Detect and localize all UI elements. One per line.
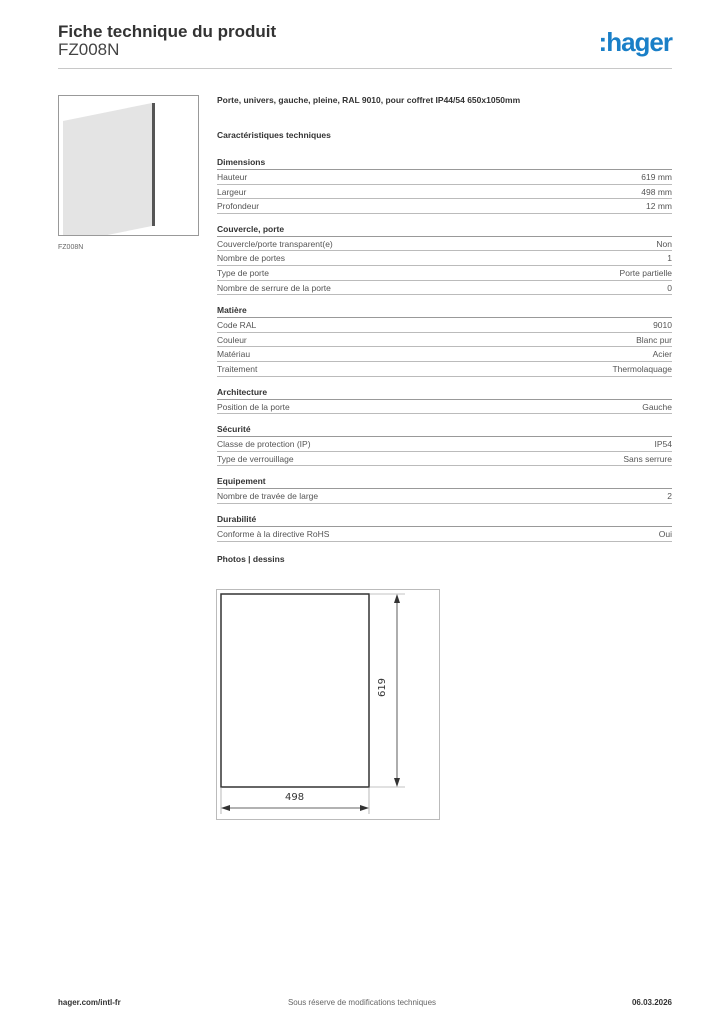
photos-title: Photos | dessins xyxy=(217,553,285,564)
section-title: Dimensions xyxy=(217,156,672,170)
row-label: Nombre de travée de large xyxy=(217,491,319,502)
table-row xyxy=(217,318,672,333)
table-row xyxy=(217,362,672,377)
row-value: 12 mm xyxy=(646,201,672,212)
table-row xyxy=(217,347,672,362)
row-value: 619 mm xyxy=(641,172,672,182)
characteristics-sections xyxy=(217,156,672,542)
product-code: FZ008N xyxy=(58,40,120,59)
row-value: 0 xyxy=(667,282,672,293)
row-label: Nombre de serrure de la porte xyxy=(217,282,331,293)
section-equipement xyxy=(217,475,672,504)
row-label: Hauteur xyxy=(217,172,248,182)
row-label: Couleur xyxy=(217,334,247,345)
product-description: Porte, univers, gauche, pleine, RAL 9010, pour coffret IP44/54 650x1050mm xyxy=(217,95,521,105)
section-title: Architecture xyxy=(217,386,672,400)
dimension-drawing xyxy=(216,589,440,820)
row-value: IP54 xyxy=(654,439,672,450)
table-row xyxy=(217,281,672,296)
product-image-caption: FZ008N xyxy=(58,244,84,251)
table-row xyxy=(217,527,672,542)
row-value: Sans serrure xyxy=(623,453,672,464)
row-label: Matériau xyxy=(217,349,251,360)
row-value: Oui xyxy=(658,528,672,539)
row-value: Blanc pur xyxy=(636,334,672,345)
table-row xyxy=(217,452,672,467)
table-row xyxy=(217,199,672,214)
row-value: Non xyxy=(656,238,672,249)
table-row xyxy=(217,185,672,200)
row-value: 498 mm xyxy=(641,186,672,197)
width-dimension-label: 498 xyxy=(285,792,305,803)
row-label: Nombre de portes xyxy=(217,253,286,264)
table-row xyxy=(217,437,672,452)
table-row xyxy=(217,333,672,348)
row-label: Largeur xyxy=(217,186,247,197)
height-dimension-label: 619 xyxy=(377,677,389,698)
characteristics-title: Caractéristiques techniques xyxy=(217,130,331,140)
section-title: Couvercle, porte xyxy=(217,223,672,237)
door-image xyxy=(59,96,198,235)
footer-notice: Sous réserve de modifications techniques xyxy=(287,998,437,1007)
table-row xyxy=(217,237,672,252)
footer-date: 06.03.2026 xyxy=(631,998,672,1007)
header-divider xyxy=(58,68,672,69)
row-label: Type de verrouillage xyxy=(217,453,294,464)
section-architecture xyxy=(217,386,672,415)
section-title: Sécurité xyxy=(217,423,672,437)
row-value: 1 xyxy=(667,253,672,264)
row-label: Conforme à la directive RoHS xyxy=(217,528,330,539)
row-label: Code RAL xyxy=(217,320,257,331)
section-dimensions xyxy=(217,156,672,214)
row-value: 2 xyxy=(667,491,672,502)
section-title: Durabilité xyxy=(217,513,672,527)
page-title: Fiche technique du produit xyxy=(58,22,277,41)
table-row xyxy=(217,489,672,504)
section-mati-re xyxy=(217,304,672,376)
row-value: Gauche xyxy=(642,401,672,412)
row-value: Porte partielle xyxy=(619,267,672,278)
row-value: 9010 xyxy=(653,320,672,331)
table-row xyxy=(217,266,672,281)
table-row xyxy=(217,251,672,266)
row-value: Acier xyxy=(652,349,672,360)
section-couvercle-porte xyxy=(217,223,672,295)
hager-logo: :hager xyxy=(598,27,672,57)
table-row xyxy=(217,170,672,185)
product-image xyxy=(58,95,199,236)
section-durabilit- xyxy=(217,513,672,542)
row-value: Thermolaquage xyxy=(612,363,672,374)
row-label: Classe de protection (IP) xyxy=(217,439,311,450)
table-row xyxy=(217,400,672,415)
row-label: Type de porte xyxy=(217,267,269,278)
footer-website[interactable]: hager.com/intl-fr xyxy=(58,998,121,1007)
main-content xyxy=(217,95,672,564)
section-title: Matière xyxy=(217,304,672,318)
row-label: Couvercle/porte transparent(e) xyxy=(217,238,333,249)
row-label: Traitement xyxy=(217,363,258,374)
row-label: Position de la porte xyxy=(217,401,290,412)
section-s-curit- xyxy=(217,423,672,466)
section-title: Equipement xyxy=(217,475,672,489)
row-label: Profondeur xyxy=(217,201,260,212)
